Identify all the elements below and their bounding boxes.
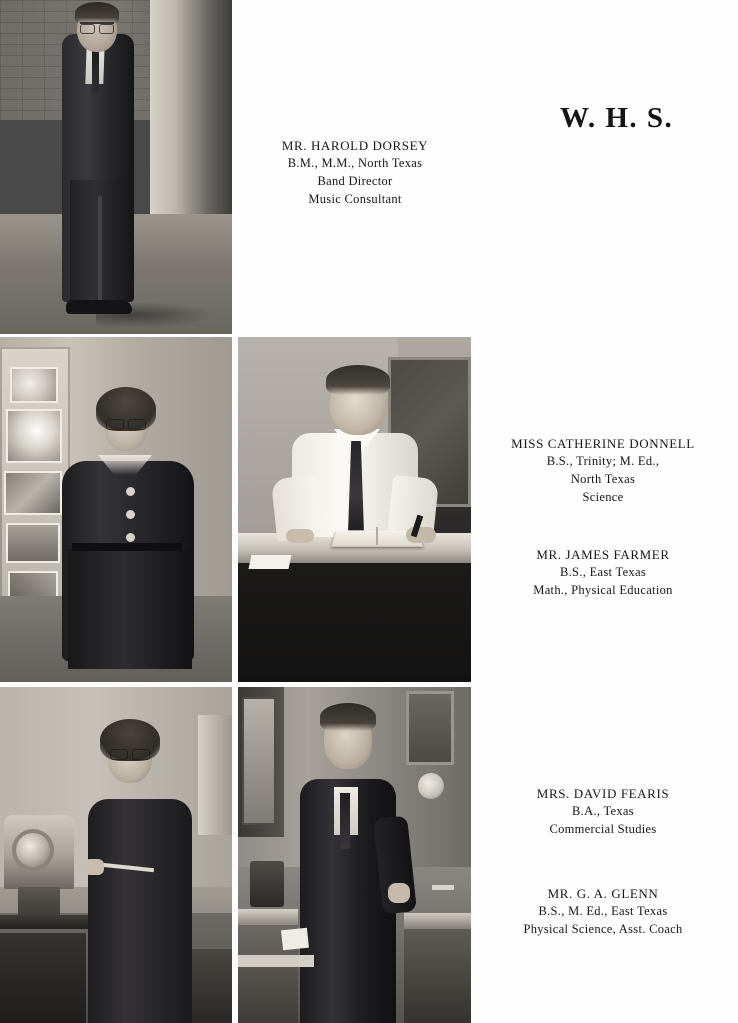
cabinet-door (242, 697, 276, 825)
caption-name: MRS. DAVID FEARIS (536, 786, 670, 801)
background-door-panel (198, 715, 232, 835)
wall-clock (418, 773, 444, 799)
desk-paper (249, 555, 292, 569)
book-spine (376, 527, 378, 545)
board-photo-3 (4, 471, 62, 515)
photo-david-fearis-image (0, 687, 232, 1023)
caption-name: MISS CATHERINE DONNELL (511, 436, 695, 451)
board-photo-1 (10, 367, 58, 403)
projector-lens (12, 829, 54, 871)
caption-line-1: B.S., M. Ed., East Texas (538, 904, 668, 919)
figure-left-hand (286, 529, 314, 543)
caption-line-1: B.M., M.M., North Texas (287, 156, 423, 171)
lab-faucet (432, 885, 454, 890)
classroom-desk-front (238, 563, 471, 682)
caption-line-2: Physical Science, Asst. Coach (523, 922, 683, 937)
figure-eyeglasses (80, 22, 114, 32)
background-display-board (0, 347, 70, 607)
lab-counter-right (404, 913, 471, 929)
board-photo-2 (6, 409, 62, 463)
photo-james-farmer (238, 337, 471, 682)
lab-cabinet-front-right (404, 929, 471, 1023)
caption-david-fearis (472, 785, 734, 839)
caption-line-1: B.S., Trinity; M. Ed., (546, 454, 660, 469)
photo-catherine-donnell (0, 337, 232, 682)
figure-buttons (126, 487, 136, 543)
classroom-table-top (0, 915, 96, 929)
caption-harold-dorsey (238, 137, 472, 209)
page-masthead: W. H. S. (560, 102, 674, 134)
figure-hand (388, 883, 410, 903)
figure-eyeglasses (110, 749, 150, 758)
caption-line-2: Math., Physical Education (533, 583, 673, 598)
photo-david-fearis (0, 687, 232, 1023)
figure-leg-split (98, 196, 102, 300)
figure-hair (75, 2, 119, 24)
caption-line-1: B.S., East Texas (560, 565, 646, 580)
caption-name: MR. G. A. GLENN (547, 886, 659, 901)
figure-necktie (340, 793, 350, 849)
projector-stand (18, 887, 60, 917)
photo-harold-dorsey-image (0, 0, 232, 334)
caption-g-a-glenn (472, 885, 734, 939)
photo-g-a-glenn (238, 687, 471, 1023)
caption-catherine-donnell (472, 435, 734, 507)
caption-line-2: North Texas (570, 472, 636, 487)
photo-harold-dorsey (0, 0, 232, 334)
figure-dress (88, 799, 192, 1023)
lab-counter-left (238, 909, 298, 925)
figure-hand (84, 859, 104, 875)
photo-james-farmer-image (238, 337, 471, 682)
caption-name: MR. JAMES FARMER (536, 547, 670, 562)
figure-hair (326, 365, 390, 395)
lab-table (238, 955, 314, 967)
background-wall-shelf (406, 691, 454, 765)
waste-basket (250, 861, 284, 907)
figure-skirt (68, 549, 192, 669)
figure-hair (320, 703, 376, 731)
figure-eyeglasses (106, 419, 146, 428)
figure-belt (72, 543, 182, 551)
board-photo-4 (6, 523, 60, 563)
photo-g-a-glenn-image (238, 687, 471, 1023)
background-doorway (150, 0, 232, 250)
caption-line-3: Music Consultant (308, 191, 402, 206)
figure-necktie (92, 50, 99, 96)
caption-line-2: Band Director (317, 174, 393, 189)
caption-line-2: Commercial Studies (549, 822, 657, 837)
caption-line-1: B.A., Texas (572, 804, 634, 819)
figure-shoes (66, 300, 132, 314)
lab-paper (281, 928, 309, 951)
caption-line-3: Science (582, 489, 624, 504)
photo-catherine-donnell-image (0, 337, 232, 682)
classroom-desk-left (0, 933, 86, 1023)
caption-name: MR. HAROLD DORSEY (281, 138, 429, 153)
caption-james-farmer (472, 546, 734, 600)
